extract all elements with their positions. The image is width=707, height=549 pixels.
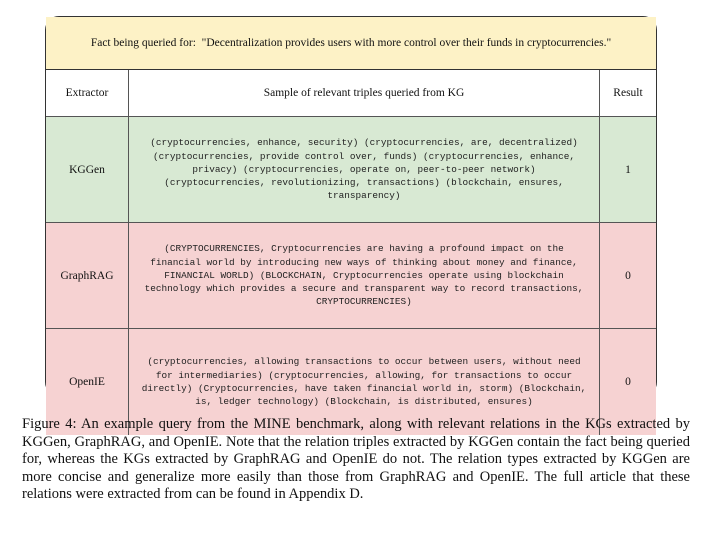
triples-kggen: (cryptocurrencies, enhance, security) (cryptocurrencies, are, decentralized) (cryptocurrencies, provide control over, funds) (cryptocurrencies, enhance, privacy) (cryptocurrencies, operate on, peer-to-peer network) (cryptocurrencies, revolutionizing, transactions) (blockchain, ensures, transparency) — [129, 117, 600, 223]
result-openie: 0 — [600, 329, 657, 436]
extractor-openie: OpenIE — [46, 329, 129, 436]
header-triples: Sample of relevant triples queried from KG — [129, 70, 600, 117]
table-row-graphrag — [46, 223, 656, 329]
fact-label: Fact being queried for: — [90, 37, 196, 49]
figure-box — [45, 16, 657, 408]
fact-text: "Decentralization provides users with more control over their funds in cryptocurrencies." — [201, 37, 612, 49]
results-table — [46, 70, 656, 435]
header-result: Result — [600, 70, 657, 117]
result-graphrag: 0 — [600, 223, 657, 329]
result-kggen: 1 — [600, 117, 657, 223]
table-row-kggen — [46, 117, 656, 223]
header-extractor: Extractor — [46, 70, 129, 117]
triples-graphrag: (CRYPTOCURRENCIES, Cryptocurrencies are having a profound impact on the financial world by introducing new ways of thinking about money and finance, FINANCIAL WORLD) (BLOCKCHAIN, Cryptocurrencies operate using blockchain technology which provides a secure and transparent way to record transactions, CRYPTOCURRENCIES) — [129, 223, 600, 329]
table-header-row — [46, 70, 656, 117]
fact-banner — [46, 17, 656, 70]
extractor-kggen: KGGen — [46, 117, 129, 223]
extractor-graphrag: GraphRAG — [46, 223, 129, 329]
triples-openie: (cryptocurrencies, allowing transactions to occur between users, without need for intermediaries) (cryptocurrencies, allowing, for transactions to occur directly) (Cryptocurrencies, have taken financial world in, storm) (Blockchain, is, ledger technology) (Blockchain, is distributed, ensures) — [129, 329, 600, 436]
figure-caption: Figure 4: An example query from the MINE benchmark, along with relevant relations in the KGs extracted by KGGen, GraphRAG, and OpenIE. Note that the relation triples extracted by KGGen contain the fact being queried for, whereas the KGs extracted by GraphRAG and OpenIE do not. The relation types extracted by KGGen are more concise and generalize more easily than those from GraphRAG and OpenIE. The full article that these relations were extracted from can be found in Appendix D. — [22, 416, 690, 503]
